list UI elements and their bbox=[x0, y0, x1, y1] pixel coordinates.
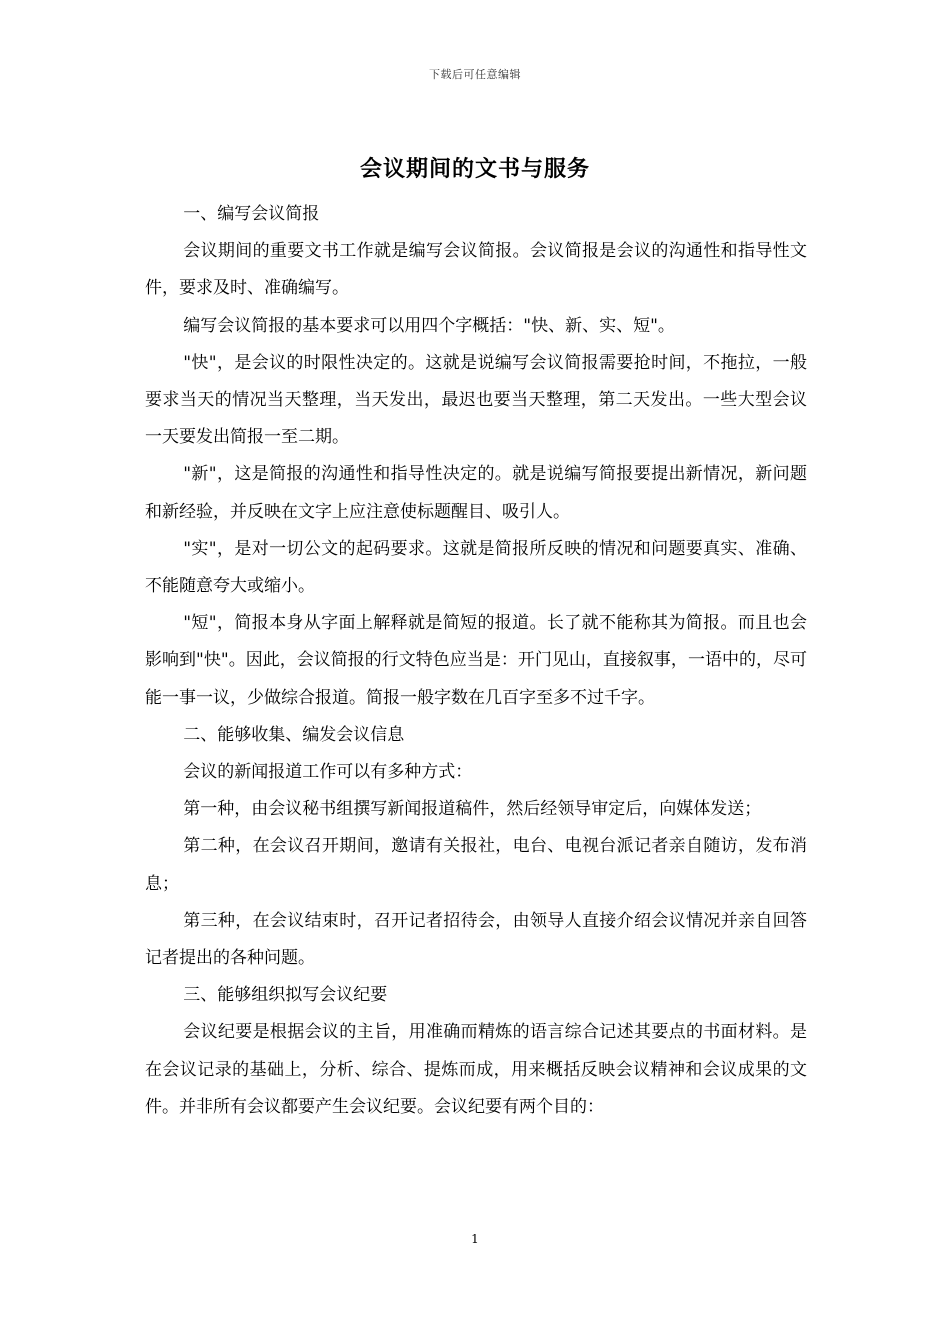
body-paragraph: 第一种，由会议秘书组撰写新闻报道稿件，然后经领导审定后，向媒体发送； bbox=[183, 799, 762, 820]
body-paragraph: "新"，这是简报的沟通性和指导性决定的。就是说编写简报要提出新情况，新问题和新经验，并反映在文字上应注意使标题醒目、吸引人。 bbox=[145, 464, 807, 522]
header-note: 下载后可任意编辑 bbox=[429, 68, 521, 81]
section-heading-3: 三、能够组织拟写会议纪要 bbox=[183, 985, 388, 1006]
body-paragraph: 编写会议简报的基本要求可以用四个字概括："快、新、实、短"。 bbox=[183, 315, 675, 336]
body-paragraph: "实"，是对一切公文的起码要求。这就是简报所反映的情况和问题要真实、准确、不能随意夸大或缩小。 bbox=[145, 538, 807, 597]
section-heading-1: 一、编写会议简报 bbox=[183, 204, 320, 224]
document-body bbox=[145, 196, 807, 1126]
body-paragraph: 会议期间的重要文书工作就是编写会议简报。会议简报是会议的沟通性和指导性文件，要求及时、准确编写。 bbox=[145, 241, 807, 299]
document-title: 会议期间的文书与服务 bbox=[359, 156, 590, 182]
body-paragraph: "短"，简报本身从字面上解释就是简短的报道。长了就不能称其为简报。而且也会影响到"快"。因此，会议简报的行文特色应当是：开门见山，直接叙事，一语中的，尽可能一事一议，少做综合报道。简报一般字数在几百字至多不过千字。 bbox=[145, 613, 807, 708]
page-number: 1 bbox=[471, 1232, 479, 1246]
body-paragraph: "快"，是会议的时限性决定的。这就是说编写会议简报需要抢时间，不拖拉，一般要求当天的情况当天整理，当天发出，最迟也要当天整理，第二天发出。一些大型会议一天要发出简报一至二期。 bbox=[145, 352, 807, 448]
body-paragraph: 会议纪要是根据会议的主旨，用准确而精炼的语言综合记述其要点的书面材料。是在会议记录的基础上，分析、综合、提炼而成，用来概括反映会议精神和会议成果的文件。并非所有会议都要产生会议纪要。会议纪要有两个目的： bbox=[145, 1022, 807, 1117]
section-heading-2: 二、能够收集、编发会议信息 bbox=[183, 724, 405, 745]
body-paragraph: 会议的新闻报道工作可以有多种方式： bbox=[183, 762, 473, 783]
body-paragraph: 第三种，在会议结束时，召开记者招待会，由领导人直接介绍会议情况并亲自回答记者提出的各种问题。 bbox=[145, 910, 807, 969]
body-paragraph: 第二种，在会议召开期间，邀请有关报社，电台、电视台派记者亲自随访，发布消息； bbox=[145, 836, 807, 894]
